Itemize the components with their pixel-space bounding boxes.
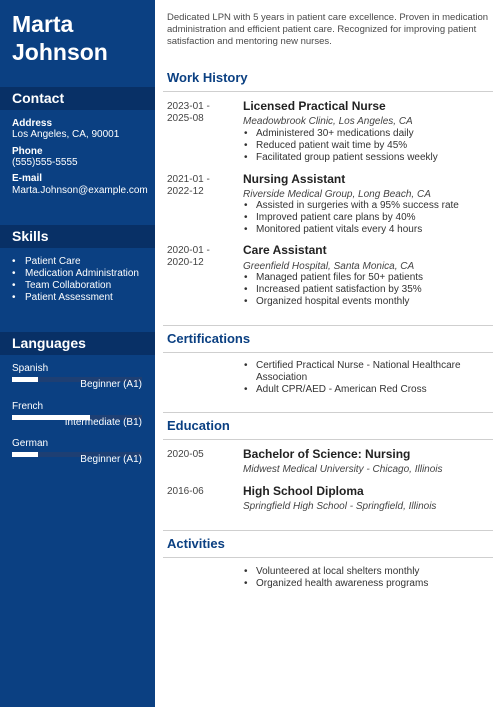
job-title: Licensed Practical Nurse [243,99,386,113]
language-name: French [12,401,44,412]
education-date: 2016-06 [167,486,204,497]
sidebar [0,0,155,707]
education-heading: Education [167,418,230,433]
email-value[interactable]: Marta.Johnson@example.com [12,185,148,196]
job-title: Nursing Assistant [243,172,346,186]
section-divider [163,352,493,353]
degree-title: High School Diploma [243,484,364,498]
proficiency-fill [12,377,38,382]
work-history-heading: Work History [167,70,248,85]
section-divider [163,325,493,326]
bullet-item: • Facilitated group patient sessions weekly [243,152,488,164]
section-divider [163,439,493,440]
bullet-item: • Organized hospital events monthly [243,296,488,308]
skills-heading-bar [0,225,155,248]
languages-heading: Languages [12,335,86,351]
job-bullets [243,128,488,164]
job-employer: Riverside Medical Group, Long Beach, CA [243,189,431,200]
section-divider [163,530,493,531]
degree-title: Bachelor of Science: Nursing [243,447,411,461]
certifications-list [243,360,488,396]
bullet-item: • Assisted in surgeries with a 95% success rate [243,200,488,212]
bullet-item: • Increased patient satisfaction by 35% [243,284,488,296]
proficiency-fill [12,452,38,457]
section-divider [163,91,493,92]
skill-item: • Team Collaboration [12,280,152,292]
skill-item: • Medication Administration [12,268,152,280]
phone-label: Phone [12,146,43,157]
bullet-item: • Administered 30+ medications daily [243,128,488,140]
professional-summary: Dedicated LPN with 5 years in patient care excellence. Proven in medication administration and efficient patient care. Recognized for improving patient satisfaction and mentoring new nurses. [167,12,489,47]
language-level: Beginner (A1) [80,379,142,390]
bullet-item: • Monitored patient vitals every 4 hours [243,224,488,236]
language-level: Intermediate (B1) [64,417,142,428]
activities-heading: Activities [167,536,225,551]
bullet-item: • Reduced patient wait time by 45% [243,140,488,152]
job-dates: 2020-01 - 2020-12 [167,245,210,268]
candidate-name [12,10,152,66]
address-label: Address [12,118,53,129]
job-title: Care Assistant [243,243,327,257]
bullet-item: • Improved patient care plans by 40% [243,212,488,224]
languages-heading-bar [0,332,155,355]
skills-heading: Skills [12,228,49,244]
contact-heading-bar [0,87,155,110]
first-name: Marta [12,11,74,37]
job-bullets [243,200,488,236]
email-label: E-mail [12,173,43,184]
language-level: Beginner (A1) [80,454,142,465]
phone-value: (555)555-5555 [12,157,78,168]
school-name: Springfield High School - Springfield, Illinois [243,501,437,512]
skill-item: • Patient Assessment [12,292,152,304]
contact-heading: Contact [12,90,65,106]
section-divider [163,412,493,413]
skills-list [12,256,152,304]
job-dates: 2021-01 - 2022-12 [167,174,210,197]
main-content [155,0,500,707]
last-name: Johnson [12,39,108,65]
section-divider [163,557,493,558]
address-value: Los Angeles, CA, 90001 [12,129,120,140]
activity-item: • Organized health awareness programs [243,578,488,590]
language-name: German [12,438,49,449]
education-date: 2020-05 [167,449,204,460]
job-bullets [243,272,488,308]
certification-item: • Adult CPR/AED - American Red Cross [243,384,488,396]
activity-item: • Volunteered at local shelters monthly [243,566,488,578]
job-employer: Meadowbrook Clinic, Los Angeles, CA [243,116,413,127]
language-item-german [12,438,142,482]
certifications-heading: Certifications [167,331,251,346]
job-employer: Greenfield Hospital, Santa Monica, CA [243,261,415,272]
bullet-item: • Managed patient files for 50+ patients [243,272,488,284]
job-dates: 2023-01 - 2025-08 [167,101,210,124]
skill-item: • Patient Care [12,256,152,268]
language-name: Spanish [12,363,49,374]
certification-item: • Certified Practical Nurse - National Healthcare Association [243,360,488,384]
school-name: Midwest Medical University - Chicago, Illinois [243,464,443,475]
activities-list [243,566,488,590]
